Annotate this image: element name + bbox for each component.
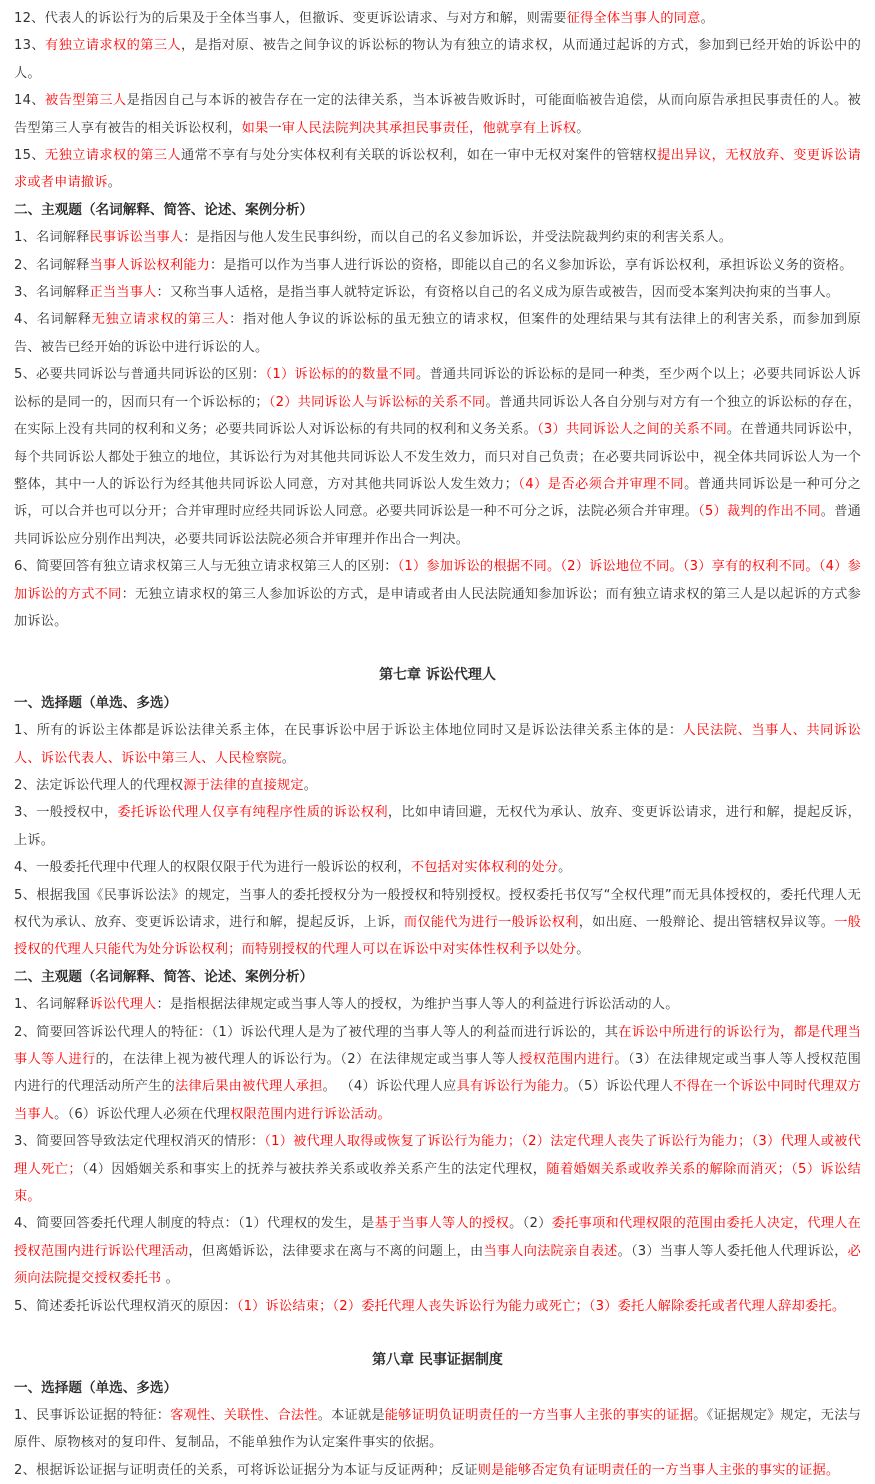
body-text: 。 xyxy=(576,120,590,136)
highlighted-text: 当事人诉讼权利能力 xyxy=(89,257,211,273)
highlighted-text: 基于当事人等人的授权 xyxy=(374,1216,510,1232)
body-text: 的，在法律上视为被代理人的诉讼行为。（2）在法律规定或当事人等人 xyxy=(95,1052,520,1068)
highlighted-text: 有独立请求权的第三人 xyxy=(45,38,182,54)
highlighted-text: 权限范围内进行诉讼活动。 xyxy=(230,1106,391,1122)
highlighted-text: 则是能够否定负有证明责任的一方当事人主张的事实的证据。 xyxy=(477,1462,840,1478)
body-text: 第七章 诉讼代理人 xyxy=(379,667,496,684)
body-text: ，是指对原、被告之间争议的诉讼标的物认为有独立的请求权，从而通过起诉的方式，参加到已经开始的诉讼中的人。 xyxy=(14,38,861,81)
body-text: 1、名词解释 xyxy=(14,230,90,246)
paragraph xyxy=(14,279,861,306)
body-text: ：是指可以作为当事人进行诉讼的资格，即能以自己的名义参加诉讼，享有诉讼权利，承担诉讼义务的资格。 xyxy=(210,257,853,273)
body-text: 5、简述委托诉讼代理权消灭的原因： xyxy=(14,1298,237,1314)
body-text: 。（3）当事人等人委托他人代理诉讼， xyxy=(617,1243,848,1259)
section-heading xyxy=(14,197,861,224)
body-text: 。 xyxy=(303,777,318,793)
highlighted-text: （3）共同诉讼人之间的关系不同 xyxy=(537,422,727,438)
highlighted-text: （1）被代理人取得或恢复了诉讼行为能力；（2）法定代理人丧失了诉讼行为能力；（3）代理人或被代理人死亡； xyxy=(14,1134,861,1177)
highlighted-text: （1）参加诉讼的根据不同。（2）诉讼地位不同。（3）享有的权利不同。（4）参加诉讼的方式不同 xyxy=(14,559,861,602)
paragraph xyxy=(14,224,861,251)
body-text: 2、名词解释 xyxy=(14,257,90,273)
highlighted-text: 不包括对实体权利的处分 xyxy=(410,860,559,876)
body-text: 2、根据诉讼证据与证明责任的关系，可将诉讼证据分为本证与反证两种；反证 xyxy=(14,1462,478,1478)
highlighted-text: 能够证明负证明责任的一方当事人主张的事实的证据 xyxy=(384,1407,694,1423)
paragraph xyxy=(14,553,861,635)
body-text: 。《证据规定》规定，无法与原件、原物核对的复印件、复制品，不能单独作为认定案件事实的依据。 xyxy=(14,1407,862,1451)
highlighted-text: 源于法律的直接规定 xyxy=(183,777,304,793)
highlighted-text: （1）诉讼结束；（2）委托代理人丧失诉讼行为能力或死亡；（3）委托人解除委托或者代理人辞却委托。 xyxy=(236,1298,846,1314)
highlighted-text: 法律后果由被代理人承担 xyxy=(175,1079,323,1095)
paragraph xyxy=(14,772,861,799)
body-text: 一、选择题（单选、多选） xyxy=(14,1379,178,1396)
body-text: 。 xyxy=(161,1271,180,1287)
paragraph xyxy=(14,799,861,854)
body-text: （4）因婚姻关系和事实上的抚养与被扶养关系或收养关系产生的法定代理权， xyxy=(81,1161,547,1177)
highlighted-text: 民事诉讼当事人 xyxy=(89,230,184,246)
body-text: 15、 xyxy=(14,148,45,164)
body-text: 4、名词解释 xyxy=(14,312,92,328)
section-heading xyxy=(14,964,861,991)
body-text: ：是指因与他人发生民事纠纷，而以自己的名义参加诉讼，并受法院裁判约束的利害关系人。 xyxy=(183,230,733,246)
body-text: 1、名词解释 xyxy=(14,997,90,1013)
body-text: 1、所有的诉讼主体都是诉讼法律关系主体，在民事诉讼中居于诉讼主体地位同时又是诉讼法律关系主体的是： xyxy=(14,723,683,739)
highlighted-text: 授权范围内进行 xyxy=(519,1052,615,1068)
body-text: 二、主观题（名词解释、简答、论述、案例分析） xyxy=(14,201,314,218)
paragraph xyxy=(14,717,861,772)
body-text: 5、必要共同诉讼与普通共同诉讼的区别： xyxy=(14,367,266,383)
body-text: ：又称当事人适格，是指当事人就特定诉讼，有资格以自己的名义成为原告或被告，因而受本案判决拘束的当事人。 xyxy=(156,285,840,301)
body-text: ，但离婚诉讼，法律要求在离与不离的问题上，由 xyxy=(188,1243,484,1259)
body-text: 。（5）诉讼代理人 xyxy=(563,1079,674,1095)
body-text: 14、 xyxy=(14,93,45,109)
body-text: 。普通共同诉讼的诉讼标的是同一种类，至少两个以上；必要共同诉讼人诉讼标的是同一的，因而只有一个诉讼标的； xyxy=(14,367,861,410)
body-text: 。（3）在法律规定或当事人等人授权范围内进行的代理活动所产生的 xyxy=(14,1052,862,1095)
highlighted-text: （4）是否必须合并审理不同 xyxy=(518,476,685,492)
highlighted-text: 无独立请求权的第三人 xyxy=(91,312,230,328)
body-text: 2、简要回答诉讼代理人的特征：（1）诉讼代理人是为了被代理的当事人等人的利益而进行诉讼的，其 xyxy=(14,1024,619,1040)
highlighted-text: 征得全体当事人的同意 xyxy=(566,11,701,26)
body-text: 1、民事诉讼证据的特征： xyxy=(14,1407,171,1423)
body-text: 。 xyxy=(558,860,572,876)
body-text: 。 xyxy=(281,750,296,766)
body-text: 。 xyxy=(107,175,122,191)
paragraph xyxy=(14,1293,861,1320)
highlighted-text: 而仅能代为进行一般诉讼权利 xyxy=(403,915,579,930)
highlighted-text: 人民法院、当事人、共同诉讼人、诉讼代表人、诉讼中第三人、人民检察院 xyxy=(14,723,861,766)
body-text: 5、根据我国《民事诉讼法》的规定，当事人的委托授权分为一般授权和特别授权。授权委托书仅写“全权代理”而无具体授权的，委托代理人无权代为承认、放弃、变更诉讼请求，进行和解，提起反诉，上诉， xyxy=(14,887,861,930)
paragraph xyxy=(14,87,861,142)
body-text: ，如出庭、一般辩论、提出管辖权异议等。 xyxy=(578,915,835,930)
paragraph xyxy=(14,306,861,361)
paragraph xyxy=(14,1128,861,1210)
body-text: 。本证就是 xyxy=(317,1407,385,1423)
section-heading xyxy=(14,1375,861,1402)
highlighted-text: 委托诉讼代理人仅享有纯程序性质的诉讼权利 xyxy=(117,805,388,821)
highlighted-text: 如果一审人民法院判决其承担民事责任，他就享有上诉权 xyxy=(241,120,577,136)
body-text: ：无独立请求权的第三人参加诉讼的方式，是申请或者由人民法院通知参加诉讼；而有独立请求权的第三人是以起诉的方式参加诉讼。 xyxy=(14,586,861,629)
body-text: 12、代表人的诉讼行为的后果及于全体当事人，但撤诉、变更诉讼请求、与对方和解，则需要 xyxy=(14,11,567,26)
highlighted-text: 委托事项和代理权限的范围由委托人决定，代理人在授权范围内进行诉讼代理活动 xyxy=(14,1216,861,1259)
body-text: ，比如申请回避，无权代为承认、放弃、变更诉讼请求，进行和解，提起反诉，上诉。 xyxy=(14,805,861,848)
highlighted-text: 无独立请求权的第三人 xyxy=(45,148,182,164)
highlighted-text: 诉讼代理人 xyxy=(89,997,157,1013)
body-text: 3、名词解释 xyxy=(14,285,90,301)
paragraph xyxy=(14,252,861,279)
paragraph xyxy=(14,854,861,881)
body-text: 3、一般授权中， xyxy=(14,805,118,821)
paragraph xyxy=(14,5,861,32)
body-text: 。普通共同诉讼应分别作出判决，必要共同诉讼法院必须合并审理并作出合一判决。 xyxy=(14,504,861,547)
body-text: 二、主观题（名词解释、简答、论述、案例分析） xyxy=(14,968,314,985)
paragraph xyxy=(14,1210,861,1292)
body-text: 一、选择题（单选、多选） xyxy=(14,694,178,711)
body-text: 13、 xyxy=(14,38,45,54)
document-body xyxy=(14,5,861,1484)
highlighted-text: （2）共同诉讼人与诉讼标的关系不同 xyxy=(268,394,486,410)
section-heading xyxy=(14,690,861,717)
body-text: 。普通共同诉讼是一种可分之诉，可以合并也可以分开；合并审理时应经共同诉讼人同意。必要共同诉讼是一种不可分之诉，法院必须合并审理。 xyxy=(14,476,861,520)
body-text: 。（6）诉讼代理人必须在代理 xyxy=(54,1106,231,1122)
paragraph xyxy=(14,1019,861,1129)
highlighted-text: （5）裁判的作出不同 xyxy=(698,504,821,520)
highlighted-text: 当事人向法院亲自表述 xyxy=(483,1243,618,1259)
body-text: 4、简要回答委托代理人制度的特点：（1）代理权的发生，是 xyxy=(14,1216,375,1232)
body-text: 。 xyxy=(576,942,590,958)
body-text: 是指因自己与本诉的被告存在一定的法律关系，当本诉被告败诉时，可能面临被告追偿，从而向原告承担民事责任的人。被告型第三人享有被告的相关诉讼权利， xyxy=(14,93,861,136)
body-text: 6、简要回答有独立请求权第三人与无独立请求权第三人的区别： xyxy=(14,559,398,575)
highlighted-text: 随着婚姻关系或收养关系的解除而消灭；（5）诉讼结束。 xyxy=(14,1161,862,1205)
body-text: 2、法定诉讼代理人的代理权 xyxy=(14,777,184,793)
highlighted-text: 必须向法院提交授权委托书 xyxy=(14,1243,861,1287)
highlighted-text: 在诉讼中所进行的诉讼行为，都是代理当事人等人进行 xyxy=(14,1024,861,1068)
body-text: 。在普通共同诉讼中，每个共同诉讼人都处于独立的地位，其诉讼行为对其他共同诉讼人不发生效力，而只对自己负责；在必要共同诉讼中，视全体共同诉讼人为一个整体，其中一人的诉讼行为经其他共同诉讼人同意，方对其他共同诉讼人发生效力； xyxy=(14,422,862,492)
paragraph xyxy=(14,882,861,964)
body-text: ：是指根据法律规定或当事人等人的授权，为维护当事人等人的利益进行诉讼活动的人。 xyxy=(156,997,679,1013)
body-text: 第八章 民事证据制度 xyxy=(372,1352,503,1369)
paragraph xyxy=(14,32,861,87)
body-text: 。 xyxy=(700,11,714,26)
highlighted-text: 具有诉讼行为能力 xyxy=(456,1079,564,1095)
paragraph xyxy=(14,1457,861,1484)
paragraph xyxy=(14,142,861,197)
highlighted-text: 客观性、关联性、合法性 xyxy=(170,1407,318,1423)
paragraph xyxy=(14,991,861,1018)
body-text: 通常不享有与处分实体权利有关联的诉讼权利，如在一审中无权对案件的管辖权 xyxy=(181,148,658,164)
highlighted-text: （1）诉讼标的的数量不同 xyxy=(265,367,416,383)
body-text: 。 （4）诉讼代理人应 xyxy=(322,1079,457,1095)
body-text: 。（2） xyxy=(509,1216,552,1232)
body-text: 。普通共同诉讼人各自分别与对方有一个独立的诉讼标的存在，在实际上没有共同的权利和义务；必要共同诉讼人对诉讼标的有共同的权利和义务关系。 xyxy=(14,394,861,438)
highlighted-text: 提出异议，无权放弃、变更诉讼请求或者申请撤诉 xyxy=(14,148,862,191)
highlighted-text: 不得在一个诉讼中同时代理双方当事人 xyxy=(14,1079,861,1122)
body-text: 3、简要回答导致法定代理权消灭的情形： xyxy=(14,1134,265,1150)
highlighted-text: 一般授权的代理人只能代为处分诉讼权利；而特别授权的代理人可以在诉讼中对实体性权利予以处分 xyxy=(14,915,861,958)
highlighted-text: 被告型第三人 xyxy=(45,93,127,109)
body-text: 4、一般委托代理中代理人的权限仅限于代为进行一般诉讼的权利， xyxy=(14,860,411,876)
chapter-heading xyxy=(14,1347,861,1374)
paragraph xyxy=(14,1402,861,1457)
body-text: ：指对他人争议的诉讼标的虽无独立的请求权，但案件的处理结果与其有法律上的利害关系，而参加到原告、被告已经开始的诉讼中进行诉讼的人。 xyxy=(14,312,862,355)
highlighted-text: 正当当事人 xyxy=(89,285,157,301)
chapter-heading xyxy=(14,662,861,689)
paragraph xyxy=(14,361,861,553)
